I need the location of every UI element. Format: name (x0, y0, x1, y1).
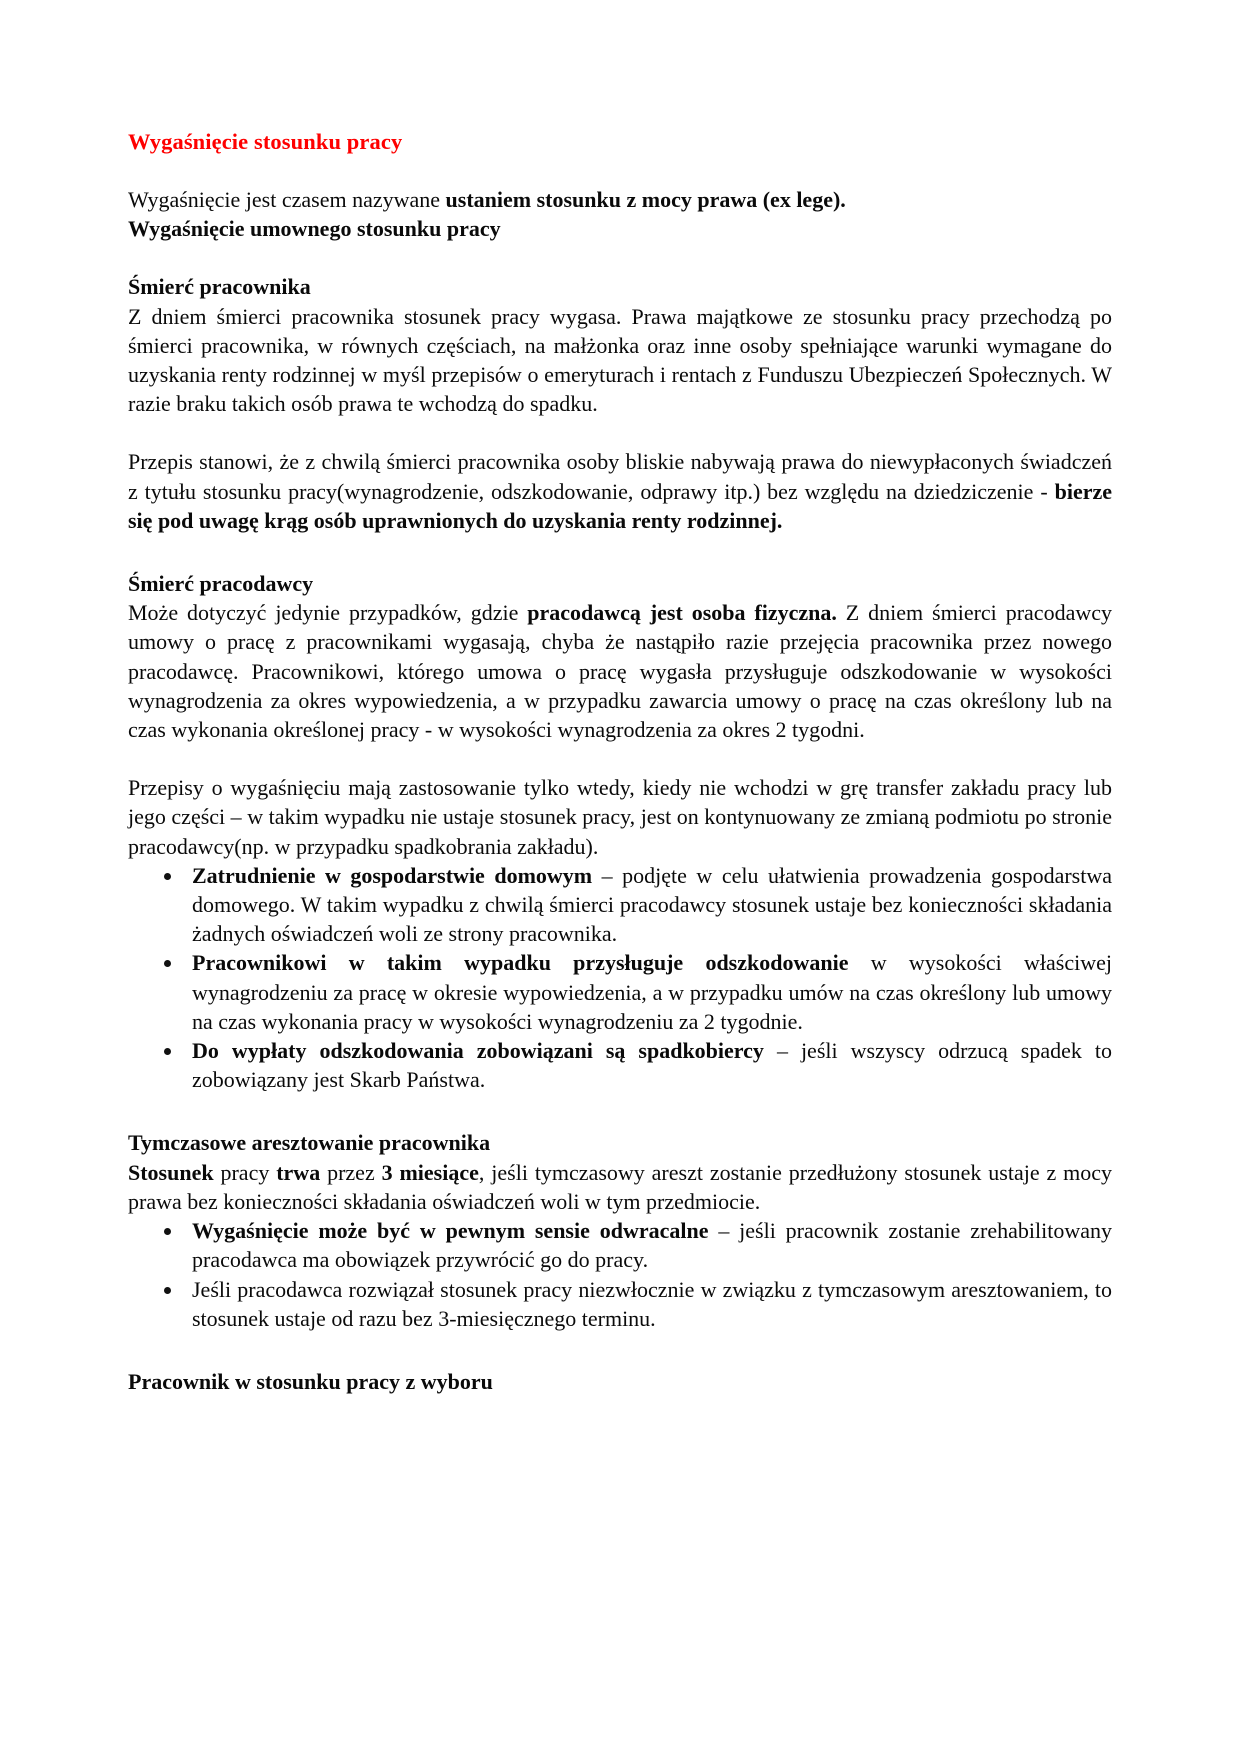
text-run: , jeśli tymczasowy areszt zostanie przedłużony stosunek ustaje z mocy prawa bez konieczności składania oświadczeń woli w tym przedmiocie. (128, 1159, 1113, 1214)
sections-container (128, 272, 1112, 1396)
text-run: Przepis stanowi, że z chwilą śmierci pracownika osoby bliskie nabywają prawa do niewypłaconych świadczeń z tytułu stosunku pracy(wynagrodzenie, odszkodowanie, odprawy itp.) bez względu na dziedziczenie - (128, 449, 1112, 504)
intro-paragraph (128, 185, 1112, 243)
body-paragraph (128, 447, 1112, 535)
list-item (128, 1216, 1112, 1274)
section-heading: Śmierć pracodawcy (128, 571, 314, 597)
section-heading: Pracownik w stosunku pracy z wyboru (128, 1368, 493, 1394)
section-heading: Śmierć pracownika (128, 274, 311, 300)
document-content (128, 128, 1112, 1396)
intro-plain-text: Wygaśnięcie jest czasem nazywane (128, 187, 446, 212)
bold-run: trwa (276, 1159, 321, 1185)
body-paragraph (128, 1158, 1112, 1216)
text-run: Z dniem śmierci pracownika stosunek pracy wygasa. Prawa majątkowe ze stosunku pracy przechodzą po śmierci pracownika, w równych częściach, na małżonka oraz inne osoby spełniające warunki wymagane do uzyskania renty rodzinnej w myśl przepisów o emeryturach i rentach z Funduszu Ubezpieczeń Społecznych. W razie braku takich osób prawa te wchodzą do spadku. (128, 303, 1112, 417)
body-paragraph (128, 773, 1112, 861)
bold-run: bierze się pod uwagę krąg osób uprawnionych do uzyskania renty rodzinnej. (128, 478, 1112, 533)
text-run: w wysokości właściwej wynagrodzeniu za pracę w okresie wypowiedzenia, a w przypadku umów na czas określony lub umowy na czas wykonania pracy w wysokości wynagrodzeniu za 2 tygodnie. (192, 950, 1113, 1034)
bullet-list (128, 1216, 1112, 1333)
text-run: – podjęte w celu ułatwienia prowadzenia gospodarstwa domowego. W takim wypadku z chwilą śmierci pracodawcy stosunek ustaje bez konieczności składania żadnych oświadczeń woli ze strony pracownika. (192, 862, 1113, 947)
bullet-list (128, 861, 1112, 1095)
list-item (128, 1275, 1112, 1333)
intro-bold-text: ustaniem stosunku z mocy prawa (ex lege). (445, 187, 846, 212)
body-paragraph (128, 302, 1112, 419)
list-item (128, 1036, 1112, 1094)
bold-run: Stosunek (128, 1159, 214, 1185)
page-title: Wygaśnięcie stosunku pracy (128, 129, 403, 154)
spacer (128, 744, 1112, 773)
spacer (128, 535, 1112, 569)
text-run: Z dniem śmierci pracodawcy umowy o pracę z pracownikami wygasają, chyba że nastąpiło razie przejęcia pracownika przez nowego pracodawcę. Pracownikowi, którego umowa o pracę wygasła przysługuje odszkodowanie w wysokości wynagrodzenia za okres wypowiedzenia, a w przypadku zawarcia umowy o pracę na czas określony lub na czas wykonania określonej pracy - w wysokości wynagrodzenia za okres 2 tygodni. (128, 600, 1112, 743)
text-run: – jeśli pracownik zostanie zrehabilitowany pracodawca ma obowiązek przywrócić go do pracy. (192, 1218, 1112, 1273)
spacer (128, 1333, 1112, 1367)
list-item (128, 861, 1112, 949)
text-run: Może dotyczyć jedynie przypadków, gdzie (128, 600, 528, 626)
bold-run: Zatrudnienie w gospodarstwie domowym (192, 862, 593, 888)
text-run: Jeśli pracodawca rozwiązał stosunek pracy niezwłocznie w związku z tymczasowym aresztowaniem, to stosunek ustaje od razu bez 3-miesięcznego terminu. (192, 1276, 1112, 1331)
spacer (128, 1094, 1112, 1128)
bold-run: 3 miesiące (381, 1159, 479, 1185)
text-run: pracy (213, 1159, 277, 1185)
intro-subtitle: Wygaśnięcie umownego stosunku pracy (128, 216, 501, 242)
spacer (128, 243, 1112, 272)
bold-run: Pracownikowi w takim wypadku przysługuje odszkodowanie (192, 950, 849, 976)
bold-run: pracodawcą jest osoba fizyczna. (527, 600, 837, 626)
body-paragraph (128, 598, 1112, 744)
text-run: przez (320, 1159, 382, 1185)
spacer (128, 418, 1112, 447)
text-run: – jeśli wszyscy odrzucą spadek to zobowiązany jest Skarb Państwa. (192, 1038, 1112, 1093)
text-run: Przepisy o wygaśnięciu mają zastosowanie tylko wtedy, kiedy nie wchodzi w grę transfer zakładu pracy lub jego części – w takim wypadku nie ustaje stosunek pracy, jest on kontynuowany ze zmianą podmiotu po stronie pracodawcy(np. w przypadku spadkobrania zakładu). (128, 775, 1112, 859)
bold-run: Do wypłaty odszkodowania zobowiązani są spadkobiercy (192, 1038, 764, 1064)
list-item (128, 948, 1112, 1036)
section-heading: Tymczasowe aresztowanie pracownika (128, 1130, 491, 1156)
bold-run: Wygaśnięcie może być w pewnym sensie odwracalne (192, 1218, 709, 1244)
